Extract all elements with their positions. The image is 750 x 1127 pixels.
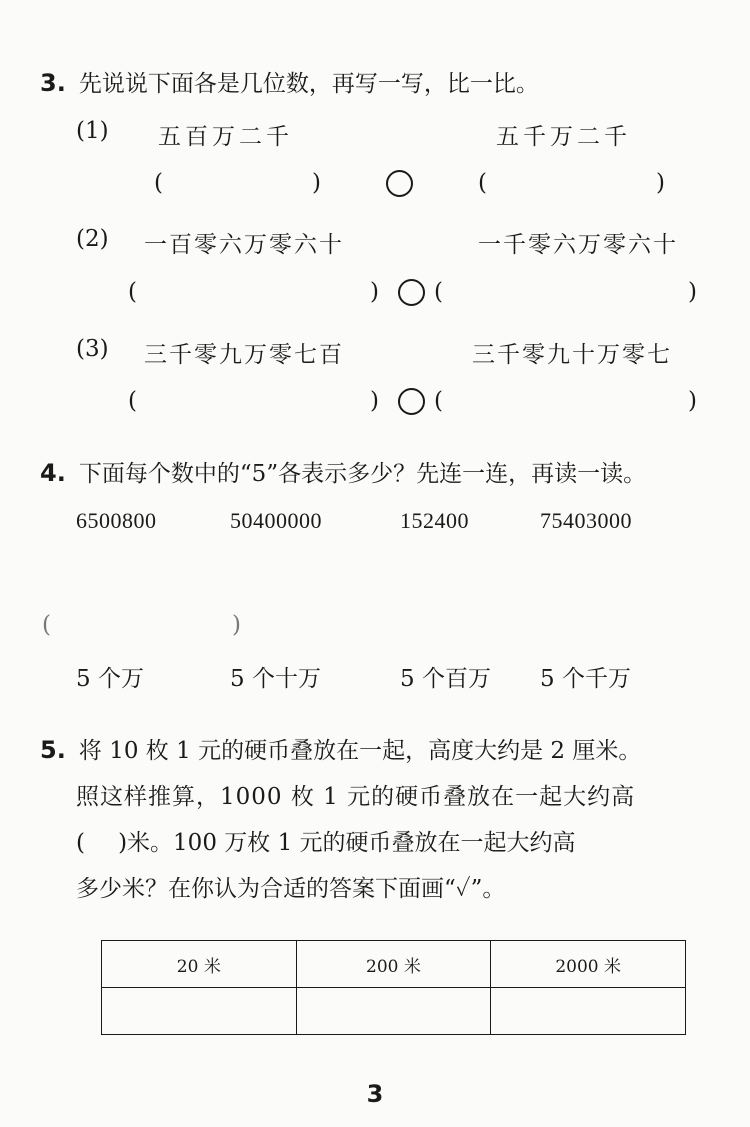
q3-item1-left: 五百万二千 xyxy=(158,124,293,150)
q5-line1 xyxy=(40,732,641,765)
page-number: 3 xyxy=(366,1080,384,1108)
q4-meaning-4: 5 个千万 xyxy=(540,666,631,692)
q3-item1-label: (1) xyxy=(76,118,109,144)
q4-meaning-3: 5 个百万 xyxy=(400,666,491,692)
q3-item2-right: 一千零六万零六十 xyxy=(478,232,678,258)
q5-text-line1: 将 10 枚 1 元的硬币叠放在一起，高度大约是 2 厘米。 xyxy=(78,738,642,764)
q3-item1-right-blank-open: ( xyxy=(478,170,487,196)
q5-text-line4: 多少米？在你认为合适的答案下面画“✓”。 xyxy=(76,876,506,902)
q4-heading xyxy=(40,455,646,488)
q3-item1-right: 五千万二千 xyxy=(496,124,631,150)
q4-meaning-2: 5 个十万 xyxy=(230,666,321,692)
q5-line3-blank-open: ( xyxy=(76,830,85,856)
q5-answer-table xyxy=(101,940,686,1035)
q4-reading-blank-1-open: ( xyxy=(42,612,51,638)
q5-header-2000m: 2000 米 xyxy=(491,941,686,988)
q5-header-20m: 20 米 xyxy=(102,941,297,988)
q3-item2-right-blank-close: ) xyxy=(688,279,697,305)
q3-item3-left: 三千零九万零七百 xyxy=(144,342,344,368)
q3-item3-left-blank-open: ( xyxy=(128,388,137,414)
q4-number-3: 152400 xyxy=(400,508,469,533)
q3-item2-right-blank-open: ( xyxy=(434,279,443,305)
q3-item3-right-blank-close: ) xyxy=(688,388,697,414)
q5-check-cell-200m[interactable] xyxy=(296,988,491,1035)
q3-item2-left: 一百零六万零六十 xyxy=(144,232,344,258)
q3-item1-left-blank-open: ( xyxy=(154,170,163,196)
q3-prompt: 先说说下面各是几位数，再写一写，比一比。 xyxy=(78,71,539,97)
q3-item1-left-blank-close: ) xyxy=(312,170,321,196)
q3-heading xyxy=(40,65,539,98)
q3-item1-compare-circle[interactable] xyxy=(386,170,413,197)
q5-number: 5. xyxy=(40,736,66,764)
q4-number-2: 50400000 xyxy=(230,508,322,533)
q4-prompt: 下面每个数中的“5”各表示多少？先连一连，再读一读。 xyxy=(78,461,647,487)
q4-reading-blank-1-close: ) xyxy=(232,612,241,638)
q3-item1-right-blank-close: ) xyxy=(656,170,665,196)
q5-header-200m: 200 米 xyxy=(296,941,491,988)
q3-item3-label: (3) xyxy=(76,336,109,362)
q4-meaning-1: 5 个万 xyxy=(76,666,144,692)
q5-line3-rest: )米。100 万枚 1 元的硬币叠放在一起大约高 xyxy=(118,830,576,856)
q5-text-line2: 照这样推算，1000 枚 1 元的硬币叠放在一起大约高 xyxy=(76,784,636,810)
q3-item2-left-blank-open: ( xyxy=(128,279,137,305)
table-row xyxy=(102,941,686,988)
q4-number-1: 6500800 xyxy=(76,508,157,533)
q3-item2-compare-circle[interactable] xyxy=(398,279,425,306)
q3-item3-right-blank-open: ( xyxy=(434,388,443,414)
q5-check-cell-2000m[interactable] xyxy=(491,988,686,1035)
q3-item2-label: (2) xyxy=(76,226,109,252)
q3-item3-left-blank-close: ) xyxy=(370,388,379,414)
q3-item3-compare-circle[interactable] xyxy=(398,388,425,415)
q3-item3-right: 三千零九十万零七 xyxy=(472,342,672,368)
q3-number: 3. xyxy=(40,69,66,97)
q4-number: 4. xyxy=(40,459,66,487)
q5-check-cell-20m[interactable] xyxy=(102,988,297,1035)
q5-line3 xyxy=(76,824,576,857)
table-row xyxy=(102,988,686,1035)
q4-number-4: 75403000 xyxy=(540,508,632,533)
q3-item2-left-blank-close: ) xyxy=(370,279,379,305)
